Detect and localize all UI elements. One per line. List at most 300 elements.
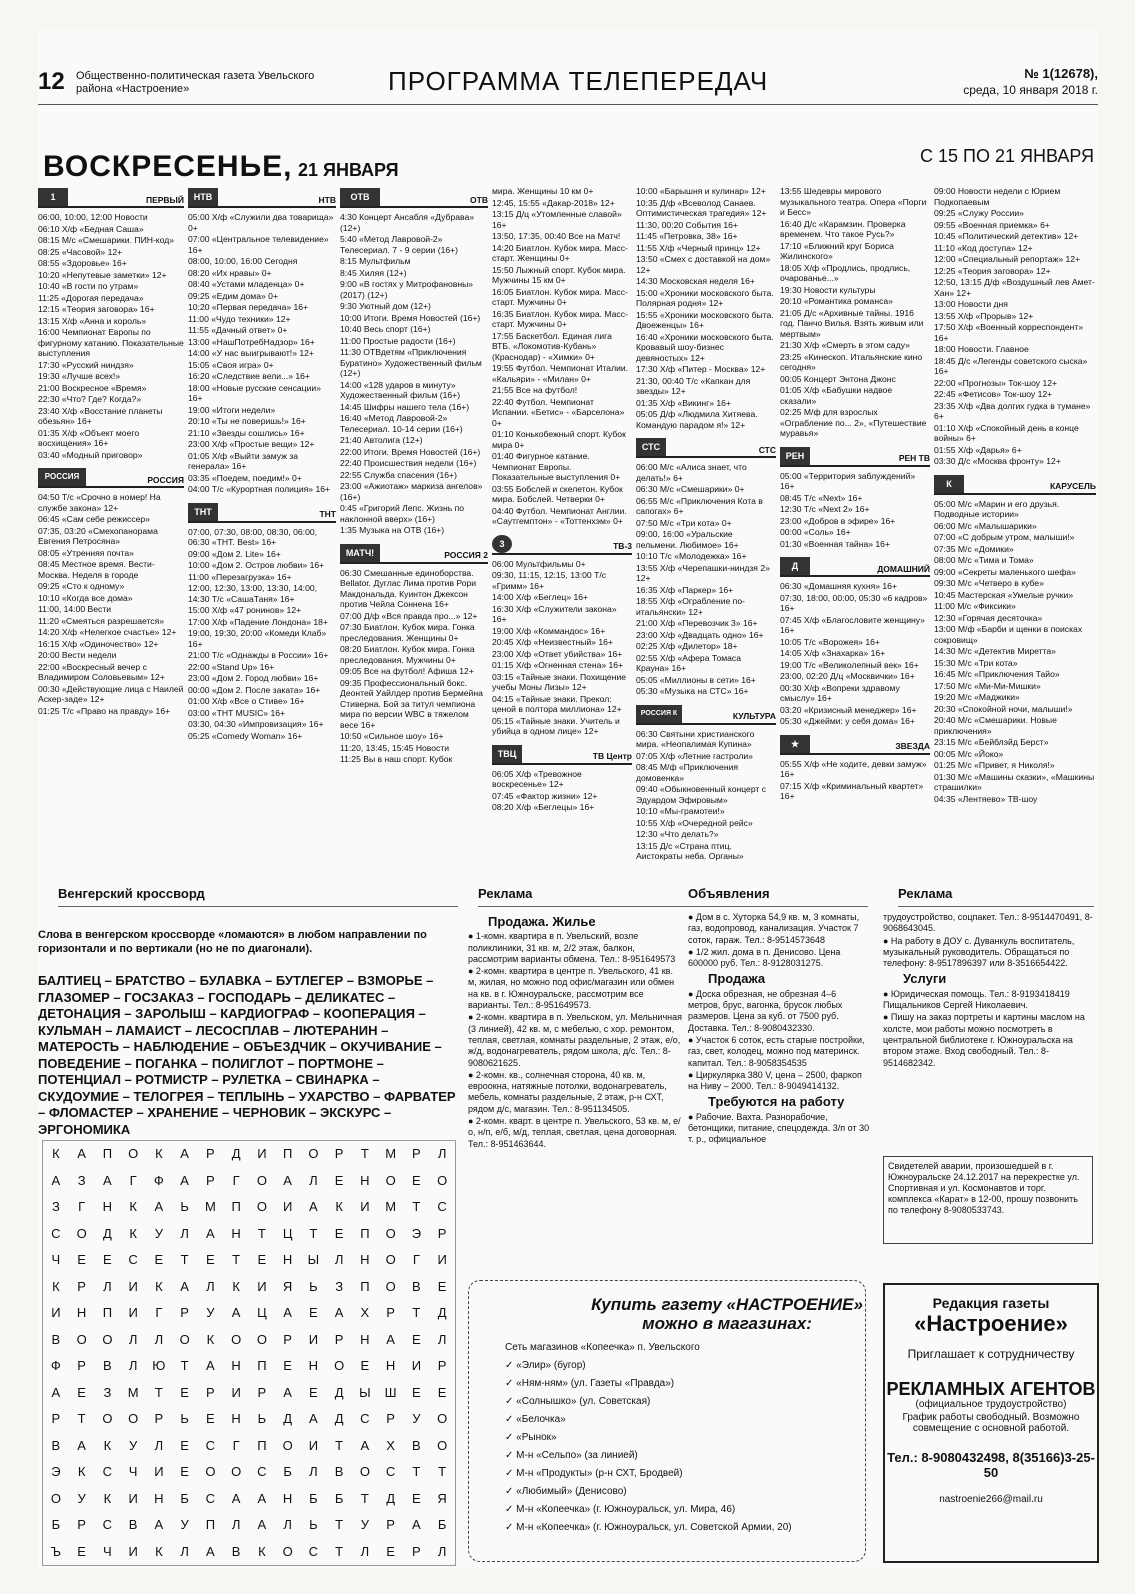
list-item: 10:55 Х/ф «Очередной рейс» <box>636 817 753 828</box>
crossword-cell: Е <box>437 1384 447 1400</box>
crossword-cell: П <box>231 1199 241 1214</box>
list-item: 12:30 «Что делать?» <box>636 829 719 839</box>
crossword-cell: О <box>385 1278 396 1294</box>
list-item: 17:50 М/с «Ми-Ми-Мишки» <box>934 680 1041 691</box>
list-item: 15:30 М/с «Три кота» <box>934 657 1018 668</box>
tv-column-6 <box>780 186 930 876</box>
list-item: 23:40 Х/ф «Восстание планеты обезьян» 16+ <box>38 405 163 426</box>
list-item: 07:05 Х/ф «Летние гастроли» <box>636 750 753 761</box>
list-item: 17:50 Х/ф «Военный корреспондент» 16+ <box>934 322 1084 343</box>
day-heading <box>38 120 1098 183</box>
list-item: 03:00 «THT MUSIC» 16+ <box>188 707 286 718</box>
crossword-cell: А <box>51 1384 61 1400</box>
list-item: 01:35 Х/ф «Объект моего восхищения» 16+ <box>38 427 140 448</box>
list-item: 23:00 Х/ф «Двадцать одно» 16+ <box>636 629 764 640</box>
list-item: 23:00 «Добров в эфире» 16+ <box>780 515 896 526</box>
page-number: 12 <box>38 68 65 95</box>
crossword-cell: А <box>154 1199 164 1214</box>
crossword-cell: Р <box>206 1146 215 1161</box>
crossword-cell: К <box>129 1225 137 1241</box>
newspaper-page <box>38 28 1098 1568</box>
list-item: 01:10 Х/ф «Спокойный день в конце войны» 6+ <box>934 422 1079 443</box>
crossword-cell: Р <box>437 1358 447 1373</box>
crossword-cell: А <box>283 1305 292 1320</box>
list-item: 18:00 «Новые русские сенсации» 16+ <box>188 382 321 403</box>
crossword-cell: А <box>283 1172 292 1188</box>
crossword-cell: В <box>412 1278 421 1294</box>
list-item: 19:00 Т/с «Великолепный век» 16+ <box>780 659 919 670</box>
crossword-cell: Р <box>437 1225 447 1241</box>
list-item: 06:10 Х/ф «Бедная Саша» <box>38 223 144 234</box>
list-item: 06:00 М/с «Малышарики» <box>934 520 1037 531</box>
crossword-cell: Д <box>283 1411 293 1426</box>
channel-header-ren: РЕН РЕН ТВ <box>780 445 930 467</box>
crossword-cell: А <box>231 1305 241 1320</box>
crossword-cell: О <box>231 1464 242 1479</box>
crossword-cell: К <box>129 1199 137 1214</box>
list-item: ✓ М-н «Продукты» (р-н СХТ, Бродвей) <box>505 1468 683 1479</box>
list-item: 11:55 Х/ф «Черный принц» 12+ <box>636 242 761 253</box>
crossword-cell: Т <box>180 1358 189 1373</box>
crossword-cell: Т <box>360 1146 369 1161</box>
crossword-cell: И <box>308 1437 319 1453</box>
crossword-cell: О <box>385 1252 396 1267</box>
list-item: 10:10 «Когда все дома» <box>38 592 133 603</box>
crossword-cell: И <box>128 1305 138 1320</box>
list-item: 05:00 М/с «Марин и его друзья. Подводные истории» <box>934 498 1060 519</box>
list-item: 05:00 «Территория заблуждений» 16+ <box>780 470 916 491</box>
crossword-cell: Г <box>78 1199 86 1214</box>
crossword-cell: Е <box>334 1172 344 1188</box>
list-item: 08:05 «Утренняя почта» <box>38 547 134 558</box>
list-item: ✓ М-н «Сельпо» (за линией) <box>505 1450 638 1461</box>
crossword-cell: Р <box>180 1305 189 1320</box>
crossword-cell: Е <box>257 1252 267 1267</box>
crossword-cell: О <box>437 1411 448 1426</box>
list-item: 01:30 «Военная тайна» 16+ <box>780 538 890 549</box>
list-item: 07:00 «С добрым утром, малыши!» <box>934 532 1075 542</box>
crossword-cell: И <box>257 1278 267 1294</box>
list-item: 20:45 Х/ф «Неизвестный» 16+ <box>492 637 613 647</box>
section-crossword: Венгерский кроссворд <box>58 886 458 907</box>
list-item: 09:25 «Сто к одному» <box>38 581 125 591</box>
list-item: 12:25 «Теория заговора» 12+ <box>934 265 1051 276</box>
crossword-cell: К <box>77 1464 86 1479</box>
list-item: 07:00 Д/ф «Вся правда про...» 12+ <box>340 610 478 621</box>
list-item: 04:35 «Лентяево» ТВ-шоу <box>934 793 1038 804</box>
crossword-cell: В <box>412 1437 421 1453</box>
tv-column-7 <box>934 186 1096 876</box>
list-item: 16:35 Биатлон. Кубок мира. Масс-старт. Мужчины 0+ <box>492 308 628 329</box>
list-item: 21:30, 00:40 Т/с «Капкан для звезды» 12+ <box>636 375 751 396</box>
list-item: 18:55 Х/ф «Ограбление по-итальянски» 12+ <box>636 596 745 617</box>
crossword-cell: Д <box>437 1305 447 1320</box>
crossword-cell: У <box>206 1305 215 1320</box>
crossword-cell: В <box>128 1517 138 1532</box>
program-list <box>188 212 336 495</box>
list-item: 01:25 Т/с «Право на правду» 16+ <box>38 705 171 716</box>
crossword-cell: Е <box>180 1384 189 1400</box>
crossword-cell: Г <box>412 1252 420 1267</box>
crossword-cell: Л <box>437 1146 447 1161</box>
list-item: 08:20 Биатлон. Кубок мира. Гонка преследования. Мужчины 0+ <box>340 644 475 665</box>
crossword-cell: К <box>155 1543 163 1559</box>
list-item: 8:15 Мультфильм <box>340 256 411 266</box>
crossword-cell: Р <box>386 1411 395 1426</box>
list-item: 13:50, 17:35, 00:40 Все на Матч! <box>492 231 621 241</box>
crossword-cell: Ь <box>309 1278 318 1294</box>
crossword-cell: Д <box>334 1411 344 1426</box>
crossword-cell: С <box>257 1464 267 1479</box>
program-list <box>188 527 336 742</box>
crossword-cell: А <box>334 1305 344 1320</box>
list-item: 06:00, 10:00, 12:00 Новости <box>38 212 148 222</box>
list-item: 21:40 Автолига (12+) <box>340 435 423 445</box>
crossword-cell: П <box>360 1278 370 1294</box>
list-item: 07:00, 07:30, 08:00, 08:30, 06:00, 06:30 «ТНТ. Best» 16+ <box>188 526 318 547</box>
list-item: 06:05 Х/ф «Тревожное воскресенье» 12+ <box>492 768 582 789</box>
channel-header-perviy: 1 ПЕРВЫЙ <box>38 186 184 208</box>
list-item: 04:50 Т/с «Срочно в номер! На службе закона» 12+ <box>38 492 161 513</box>
tv-column-3 <box>340 186 488 876</box>
list-item: 06:55 М/с «Приключения Кота в сапогах» 6+ <box>636 495 763 516</box>
list-item: 11:55 «Дачный ответ» 0+ <box>188 325 288 335</box>
crossword-cell: Е <box>77 1543 86 1559</box>
list-item: 10:40 Весь спорт (16+) <box>340 324 431 334</box>
list-item: 17:10 «Ближний круг Бориса Жилинского» <box>780 240 894 261</box>
crossword-cell: Л <box>206 1278 215 1294</box>
list-item: 12:30 Т/с «Next 2» 16+ <box>780 504 870 514</box>
crossword-cell: А <box>51 1172 61 1188</box>
crossword-cell: Л <box>309 1172 318 1188</box>
crossword-cell: И <box>308 1331 319 1347</box>
crossword-cell: А <box>180 1146 189 1161</box>
list-item: 08:20 Х/ф «Беглецы» 16+ <box>492 802 595 812</box>
list-item: 00:00 «Соль» 16+ <box>780 527 851 537</box>
list-item: 8:45 Хиляя (12+) <box>340 267 407 278</box>
list-item: 22:00 «Прогнозы» Ток-шоу 12+ <box>934 377 1058 388</box>
list-item: 16:30 Х/ф «Служители закона» 16+ <box>492 603 617 624</box>
crossword-cell: А <box>360 1437 370 1453</box>
list-item: 00:30 «Действующие лица с Наилей Аскер-заде» 12+ <box>38 683 184 704</box>
crossword-cell: Ф <box>50 1358 61 1373</box>
crossword-cell: С <box>360 1411 370 1426</box>
crossword-cell: И <box>411 1358 422 1373</box>
list-item: 08:45 М/ф «Приключения домовенка» <box>636 762 739 783</box>
crossword-cell: Л <box>180 1225 189 1241</box>
list-item: 11:20 «Смеяться разрешается» <box>38 615 165 626</box>
list-item: 12:00 «Специальный репортаж» 12+ <box>934 254 1081 264</box>
list-item: ● Участок 6 соток, есть старые постройки, газ, свет, колодец, можно под материнск. капитал. Тел.: 8-9058354535 <box>688 1034 865 1068</box>
list-item: 17:00 Х/ф «Падение Лондона» 18+ <box>188 616 328 627</box>
list-item: 13:50 «Смех с доставкой на дом» 12+ <box>636 254 771 275</box>
crossword-cell: У <box>77 1490 86 1506</box>
list-item: 07:30 Биатлон. Кубок мира. Гонка преследования. Женщины 0+ <box>340 622 475 643</box>
crossword-cell: О <box>128 1411 139 1426</box>
list-item: 14:20 Х/ф «Нелегкое счастье» 12+ <box>38 627 177 637</box>
program-list <box>883 989 1095 1069</box>
tv-column-5 <box>636 186 776 876</box>
list-item: 22:55 Служба спасения (16+) <box>340 469 457 480</box>
crossword-cell: Р <box>77 1517 86 1532</box>
crossword-cell: О <box>102 1331 113 1347</box>
list-item: 08:15 М/с «Смешарики. ПИН-код» <box>38 235 175 245</box>
list-item: 01:05 Х/ф «Выйти замуж за генерала» 16+ <box>188 450 299 471</box>
list-item: 21:05 Д/с «Архивные тайны. 1916 год. Панчо Вилья. Взять живым или мертвым» <box>780 307 924 339</box>
list-item: 20:10 «Ты не поверишь!» 16+ <box>188 416 306 426</box>
section-classifieds: Объявления <box>688 886 868 907</box>
ads-heading-jobs: Требуются на работу <box>708 1094 845 1110</box>
list-item: 13:00 «НашПотребНадзор» 16+ <box>188 336 315 347</box>
crossword-cell: К <box>206 1331 215 1347</box>
list-item: 21:30 Х/ф «Смерть в этом саду» <box>780 340 910 350</box>
crossword-cell: Н <box>282 1490 293 1506</box>
crossword-cell: Н <box>231 1225 241 1241</box>
list-item: ● Дом в с. Хуторка 54,9 кв. м, 3 комнаты, газ, водопровод, канализация. Участок 7 соток, гараж. Тел.: 8-9514573648 <box>688 912 860 945</box>
list-item: 18:45 Д/с «Легенды советского сыска» 16+ <box>934 355 1088 376</box>
day-name: ВОСКРЕСЕНЬЕ, <box>43 150 293 183</box>
section-ads: Реклама <box>478 886 698 907</box>
list-item: 11:00 М/с «Фиксики» <box>934 601 1016 611</box>
crossword-cell: Ы <box>307 1252 320 1267</box>
crossword-cell: Т <box>412 1464 421 1479</box>
list-item: 16:20 «Следствие вели...» 16+ <box>188 371 310 381</box>
crossword-cell: У <box>360 1517 369 1532</box>
crossword-cell: И <box>51 1305 61 1320</box>
crossword-cell: Б <box>309 1490 318 1506</box>
crossword-cell: К <box>155 1146 163 1161</box>
list-item: 06:30 Святыни христианского мира. «Неопалимая Купина» <box>636 728 755 749</box>
issue-info: № 1(12678), среда, 10 января 2018 г. <box>963 66 1098 97</box>
list-item: ✓ «Рынок» <box>505 1432 557 1443</box>
page-header <box>38 66 1098 105</box>
crossword-cell: Ц <box>257 1305 267 1320</box>
list-item: 06:00 Мультфильмы 0+ <box>492 558 586 569</box>
crossword-cell: Р <box>386 1517 395 1532</box>
list-item: 00:30 Х/ф «Вопреки здравому смыслу» 16+ <box>780 682 900 703</box>
list-item: 14:05 Х/ф «Знахарка» 16+ <box>780 648 886 658</box>
crossword-cell: П <box>360 1225 370 1241</box>
crossword-cell: Г <box>155 1305 163 1320</box>
crossword-cell: О <box>282 1543 293 1559</box>
crossword-cell: Е <box>283 1358 292 1373</box>
list-item: 09:25 «Едим дома» 0+ <box>188 290 278 301</box>
list-item: 07:15 Х/ф «Криминальный квартет» 16+ <box>780 780 924 801</box>
crossword-cell: О <box>128 1146 139 1161</box>
crossword-cell: Т <box>335 1543 344 1559</box>
list-item: 11:00 «Чудо техники» 12+ <box>188 313 291 324</box>
list-item: 06:30 «Домашняя кухня» 16+ <box>780 581 897 591</box>
crossword-cell: И <box>437 1252 447 1267</box>
crossword-cell: А <box>309 1411 318 1426</box>
crossword-cell: О <box>256 1172 267 1188</box>
crossword-cell: У <box>180 1517 189 1532</box>
crossword-cell: Н <box>308 1358 319 1373</box>
list-item: ● Циркулярка 380 V, цена – 2500, фаркоп на Ниву – 2000. Тел.: 8-9049414132. <box>688 1069 862 1092</box>
list-item: 19:55 Футбол. Чемпионат Италии. «Кальяри» - «Милан» 0+ <box>492 363 629 384</box>
channel-header-tvc: ТВЦ ТВ Центр <box>492 743 632 765</box>
list-item: 10:05 Т/с «Ворожея» 16+ <box>780 636 880 647</box>
program-list <box>780 186 930 439</box>
crossword-cell: Е <box>412 1384 421 1400</box>
crossword-cell: Е <box>77 1252 86 1267</box>
crossword-cell: Л <box>180 1543 189 1559</box>
program-list <box>38 492 184 716</box>
crossword-cell: Ъ <box>50 1543 62 1559</box>
crossword-cell: О <box>76 1225 87 1241</box>
list-item: 19:20 М/с «Маджики» <box>934 692 1020 702</box>
list-item: 03:15 «Тайные знаки. Похищение учебы Моны Лизы» 12+ <box>492 671 627 692</box>
list-item: 16:35 Х/ф «Паркер» 16+ <box>636 584 734 595</box>
list-item: 21:00 Х/ф «Перевозчик 3» 16+ <box>636 618 758 628</box>
list-item: 9:30 Уютный дом (12+) <box>340 301 431 311</box>
crossword-cell: П <box>102 1146 113 1161</box>
crossword-cell: Г <box>232 1437 240 1453</box>
crossword-cell: Л <box>437 1331 447 1347</box>
list-item: 15:50 Лыжный спорт. Кубок мира. Мужчины 15 км 0+ <box>492 264 626 285</box>
ads-heading-housing: Продажа. Жилье <box>488 914 596 929</box>
crossword-cell: В <box>51 1331 61 1347</box>
list-item: ● 2-комн. квартира в центре п. Увельского, 41 кв. м, жилая, но можно под офис/магазин или обмен на кв. в г. Южноуральске, рассмотрим все варианты. Тел.: 8-951649573. <box>468 966 675 1011</box>
list-item: ● 2-комн. квартира в п. Увельском, ул. Мельничная (3 линией), 42 кв. м, с мебелью, с хор. ремонтом, теплая, светлая, комнаты раздельные, 2 этаж, е/о, ж/д, водонагреватель, рядом школа, д/с. Тел.: 8-9080621625. <box>468 1012 682 1068</box>
channel-header-domashniy: Д ДОМАШНИЙ <box>780 555 930 577</box>
crossword-cell: О <box>385 1225 396 1241</box>
list-item: 07:45 Х/ф «Благословите женщину» 16+ <box>780 614 925 635</box>
list-item: 17:30 Х/ф «Питер - Москва» 12+ <box>636 364 766 374</box>
list-item: трудоустройство, соцпакет. Тел.: 8-9514470491, 8-9068643045. <box>883 912 1093 934</box>
crossword-cell: Е <box>154 1252 164 1267</box>
list-item: 09:00, 16:00 «Уральские пельмени. Любимое» 16+ <box>636 529 739 550</box>
crossword-cell: Н <box>360 1331 370 1347</box>
crossword-cell: Ь <box>309 1517 318 1532</box>
crossword-cell: Т <box>335 1517 344 1532</box>
list-item: 04:40 Футбол. Чемпионат Англии. «Саутгемптон» - «Тоттенхэм» 0+ <box>492 505 627 526</box>
program-list <box>492 769 632 813</box>
list-item: 09:30 М/с «Четверо в кубе» <box>934 578 1044 588</box>
list-item: 02:25 М/ф для взрослых «Ограбление по... 2», «Путешествие муравья» <box>780 407 927 438</box>
list-item: 01:25 М/с «Привет, я Николя!» <box>934 760 1055 770</box>
list-item: 01:15 Х/ф «Огненная стена» 16+ <box>492 660 624 670</box>
list-item: ● 2-комн. кв., солнечная сторона, 40 кв. м, евроокна, натяжные потолки, водонагреватель, мебель, комнаты раздельные, 2 этаж, р-н СХТ, рядом д/с, магазин. Тел.: 8-951134505. <box>468 1069 667 1114</box>
list-item: 00:05 М/с «Йоко» <box>934 748 1004 759</box>
ads-heading-sale: Продажа <box>708 971 766 987</box>
ads-column-1 <box>468 912 682 1151</box>
tv-column-1 <box>38 186 184 876</box>
list-item: ✓ «Солнышко» (ул. Советская) <box>505 1396 651 1407</box>
crossword-cell: С <box>102 1517 113 1532</box>
crossword-cell: П <box>102 1305 113 1320</box>
ads-column-3 <box>883 912 1095 1070</box>
crossword-cell: Б <box>334 1490 344 1506</box>
crossword-cell: Х <box>360 1305 370 1320</box>
crossword-cell: И <box>154 1464 164 1479</box>
list-item: ✓ «Ням-ням» (ул. Газеты «Правда») <box>505 1378 675 1389</box>
editorial-email[interactable]: nastroenie266@mail.ru <box>939 1494 1043 1505</box>
list-item: 15:55 «Хроники московского быта. Двоеженцы» 16+ <box>636 309 774 330</box>
list-item: 22:00 «Воскресный вечер с Владимиром Соловьевым» 12+ <box>38 661 165 682</box>
shops-title: Купить газету «НАСТРОЕНИЕ» можно в магазинах: <box>591 1295 863 1333</box>
list-item: 01:55 Х/ф «Дарья» 6+ <box>934 444 1022 455</box>
list-item: 06:00 М/с «Алиса знает, что делать!» 6+ <box>636 462 747 483</box>
crossword-cell: И <box>128 1278 138 1294</box>
list-item: 15:05 «Своя игра» 0+ <box>188 359 274 370</box>
list-item: 22:30 «Что? Где? Когда?» <box>38 394 142 404</box>
crossword-cell: Ш <box>384 1384 397 1400</box>
list-item: 09:25 «Служу России» <box>934 208 1024 218</box>
list-item: ● Пишу на заказ портреты и картины маслом на холсте, мои работы можно посмотреть в центральной библиотеке г. Южноуральска на втором этаже. Вход свободный. Тел.: 8-9514682342. <box>883 1012 1085 1068</box>
list-item: 20:00 Вести недели <box>38 650 117 660</box>
crossword-cell: У <box>154 1225 163 1241</box>
crossword-cell: Р <box>77 1358 86 1373</box>
list-item: 03:40 «Модный приговор» <box>38 449 143 460</box>
crossword-cell: О <box>334 1358 345 1373</box>
list-item: 10:00 «Барышня и кулинар» 12+ <box>636 186 766 196</box>
list-item: 16:00 Чемпионат Европы по фигурному катанию. Показательные выступления <box>38 327 184 358</box>
crossword-cell: Э <box>411 1225 422 1241</box>
crossword-cell: Е <box>309 1384 318 1400</box>
crossword-cell: Е <box>180 1437 189 1453</box>
list-item: 11:00, 14:00 Вести <box>38 604 112 614</box>
crossword-cell: Т <box>232 1252 241 1267</box>
crossword-cell: Л <box>309 1464 318 1479</box>
crossword-cell: О <box>256 1331 267 1347</box>
list-item: 03:20 «Кризисный менеджер» 16+ <box>780 704 917 715</box>
list-item: 13:00 М/ф «Барби и щенки в поисках сокровищ» <box>934 624 1083 645</box>
crossword-cell: Г <box>232 1172 240 1188</box>
list-item: 00:05 Концерт Энтона Джонс <box>780 373 896 384</box>
list-item: 10:35 Д/ф «Всеволод Санаев. Оптимистическая трагедия» 12+ <box>636 197 767 218</box>
crossword-cell: Е <box>180 1464 189 1479</box>
crossword-cell: П <box>257 1358 267 1373</box>
list-item: 11:10 «Код доступа» 12+ <box>934 242 1033 253</box>
list-item: 23:00 Х/ф «Простые вещи» 12+ <box>188 439 315 449</box>
list-item: ● Юридическая помощь. Тел.: 8-9193418419 Пищальников Сергей Николаевич. <box>883 988 1070 1011</box>
channel-header-tv3: 3 ТВ-3 <box>492 533 632 555</box>
crossword-cell: У <box>128 1437 138 1453</box>
crossword-cell: Р <box>51 1411 61 1426</box>
channel-header-tnt: ТНТ ТНТ <box>188 501 336 523</box>
program-list <box>934 499 1096 805</box>
list-item: 03:35 «Поедем, поедим!» 0+ <box>188 472 302 483</box>
list-item: 15:00 «Хроники московского быта. Полярная родня» 12+ <box>636 287 774 308</box>
crossword-grid <box>42 1140 456 1566</box>
crossword-cell: Т <box>309 1225 318 1241</box>
crossword-cell: Б <box>283 1464 292 1479</box>
list-item: 11:30 ОТВдетям «Приключения Буратино» Художественный фильм (12+) <box>340 347 482 378</box>
crossword-cell: Г <box>129 1172 137 1188</box>
crossword-cell: К <box>232 1278 240 1294</box>
crossword-cell: Р <box>334 1146 344 1161</box>
witness-notice: Свидетелей аварии, произошедшей в г. Южноуральске 24.12.2017 на перекрестке ул. Спортивная и ул. Космонавтов и торг. комплекса «Карат» в 12-00, прошу позвонить по телефону 8-9080533743. <box>883 1156 1093 1244</box>
crossword-cell: З <box>51 1199 60 1214</box>
crossword-cell: Ц <box>282 1225 293 1241</box>
list-item: 07:35, 03:20 «Смехопанорама Евгения Петросяна» <box>38 525 158 546</box>
crossword-cell: З <box>335 1278 344 1294</box>
tv-column-2 <box>188 186 336 876</box>
crossword-cell: Р <box>77 1278 86 1294</box>
list-item: 08:55 «Здоровье» 16+ <box>38 258 127 268</box>
list-item: 12:00, 12:30, 13:00, 13:30, 14:00, 14:30 Т/с «СашаТаня» 16+ <box>188 583 318 604</box>
crossword-cell: Н <box>231 1411 241 1426</box>
crossword-cell: Л <box>437 1543 447 1559</box>
crossword-cell: О <box>308 1146 319 1161</box>
crossword-cell: И <box>360 1199 370 1214</box>
crossword-cell: Р <box>257 1384 267 1400</box>
list-item: 16:05 Биатлон. Кубок мира. Масс-старт. Мужчины 0+ <box>492 286 628 307</box>
crossword-cell: С <box>308 1543 319 1559</box>
paper-name: Общественно-политическая газета Увельского района «Настроение» <box>76 70 315 95</box>
crossword-cell: Я <box>437 1490 447 1506</box>
